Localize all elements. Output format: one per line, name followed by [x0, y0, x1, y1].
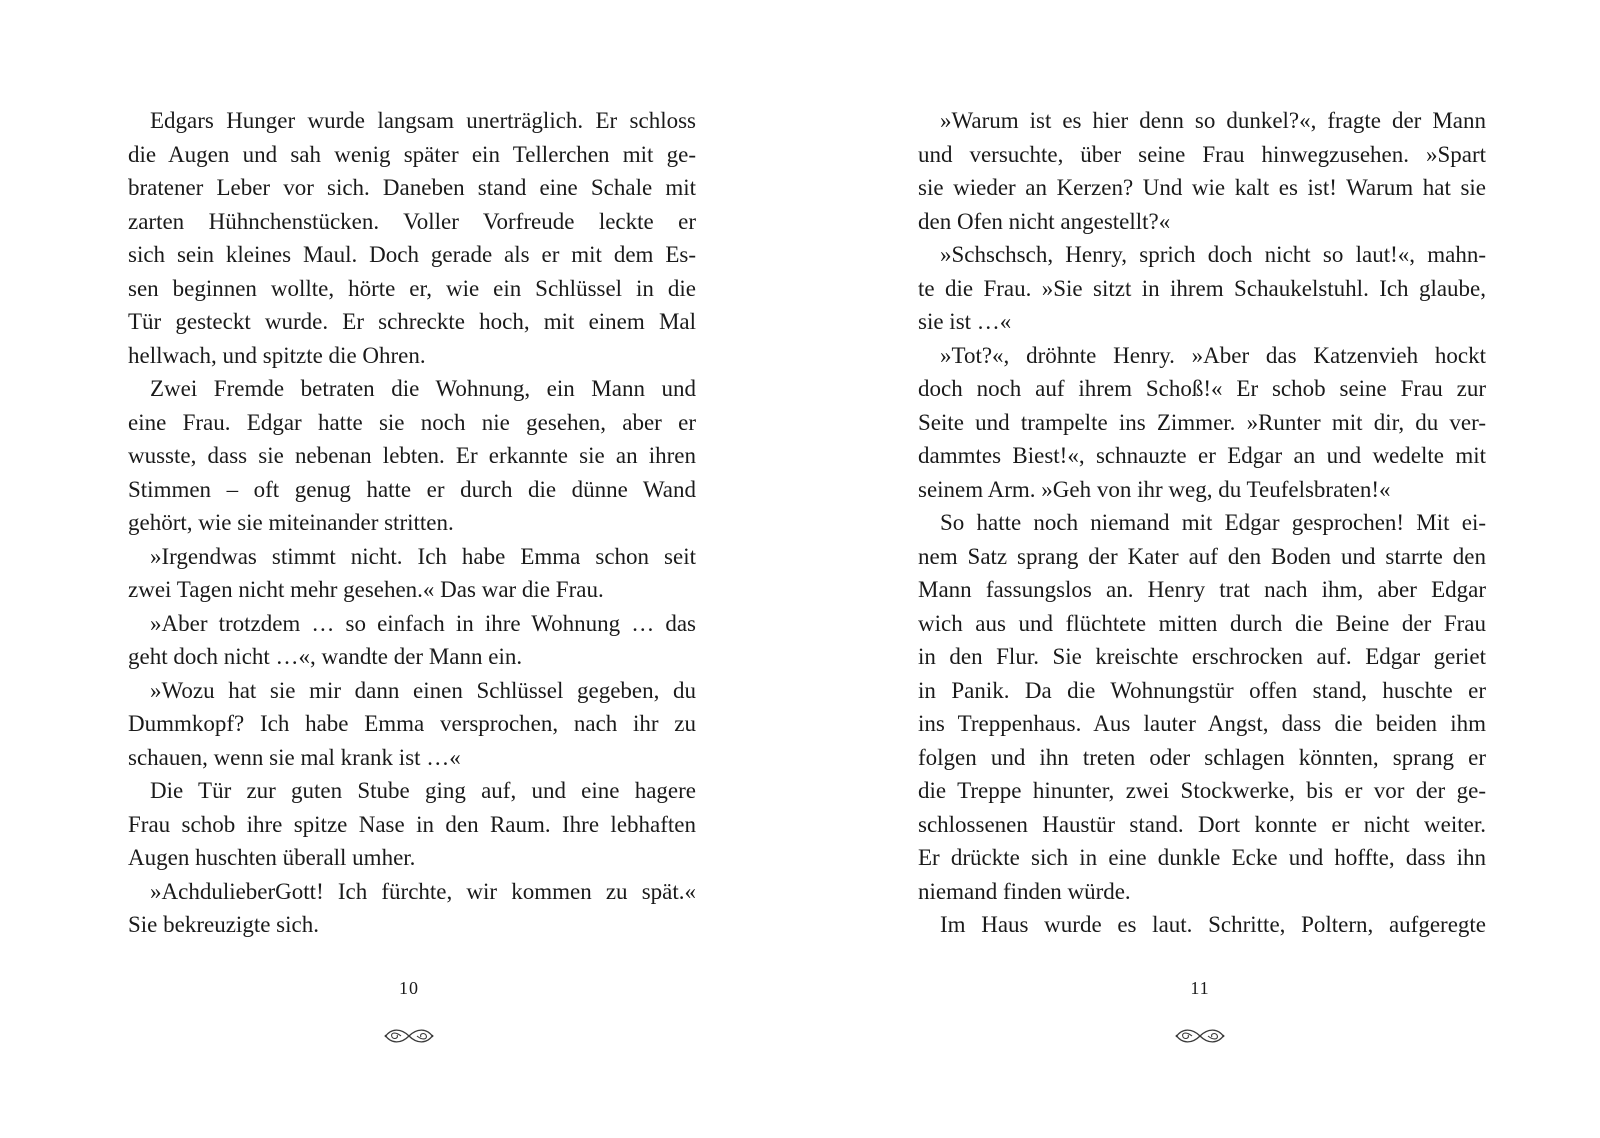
text-line: seinem Arm. »Geh von ihr weg, du Teufelsbraten!« [918, 476, 1391, 502]
text-line: sie ist …« [918, 309, 1012, 334]
text-line: gehört, wie sie miteinander stritten. [128, 510, 454, 535]
text-line: folgen und ihn treten oder schlagen könnten, sprang er [918, 744, 1486, 770]
text-line: sich sein kleines Maul. Doch gerade als er mit dem Es- [128, 242, 696, 267]
text-line: Die Tür zur guten Stube ging auf, und eine hagere [150, 778, 696, 803]
text-line: »Tot?«, dröhnte Henry. »Aber das Katzenvieh hockt [940, 342, 1486, 368]
text-line: Stimmen – oft genug hatte er durch die dünne Wand [128, 476, 696, 502]
text-line: Frau schob ihre spitze Nase in den Raum. Ihre lebhaften [128, 811, 696, 837]
text-line: »Warum ist es hier denn so dunkel?«, fragte der Mann [940, 108, 1486, 133]
text-line: Seite und trampelte ins Zimmer. »Runter mit dir, du ver- [918, 409, 1486, 435]
page-number-right: 11 [1190, 978, 1210, 998]
text-line: nem Satz sprang der Kater auf den Boden und starrte den [918, 543, 1486, 569]
text-line: zarten Hühnchenstücken. Voller Vorfreude leckte er [128, 208, 696, 234]
text-line: eine Frau. Edgar hatte sie noch nie gesehen, aber er [128, 409, 696, 435]
text-line: Dummkopf? Ich habe Emma versprochen, nach ihr zu [128, 711, 696, 736]
text-line: Edgars Hunger wurde langsam unerträglich. Er schloss [150, 108, 696, 133]
left-page-text [128, 104, 696, 942]
text-line: »Aber trotzdem … so einfach in ihre Wohnung … das [150, 610, 696, 636]
text-line: wich aus und flüchtete mitten durch die Beine der Frau [918, 610, 1486, 636]
text-line: te die Frau. »Sie sitzt in ihrem Schaukelstuhl. Ich glaube, [918, 275, 1486, 301]
text-line: Im Haus wurde es laut. Schritte, Poltern, aufgeregte [940, 912, 1486, 937]
text-line: »AchdulieberGott! Ich fürchte, wir kommen zu spät.« [150, 878, 696, 904]
text-line: Zwei Fremde betraten die Wohnung, ein Mann und [150, 376, 696, 401]
text-line: ins Treppenhaus. Aus lauter Angst, dass die beiden ihm [918, 711, 1486, 736]
text-line: »Irgendwas stimmt nicht. Ich habe Emma schon seit [150, 543, 696, 569]
text-line: die Treppe hinunter, zwei Stockwerke, bis er vor der ge- [918, 778, 1486, 803]
text-line: Tür gesteckt wurde. Er schreckte hoch, mit einem Mal [128, 309, 696, 334]
right-page-text [918, 104, 1486, 942]
flourish-ornament-icon [1172, 1024, 1228, 1048]
text-line: schlossenen Haustür stand. Dort konnte er nicht weiter. [918, 811, 1486, 837]
text-line: Sie bekreuzigte sich. [128, 912, 319, 937]
text-line: in den Flur. Sie kreischte erschrocken auf. Edgar geriet [918, 644, 1486, 669]
page-number-left: 10 [399, 978, 419, 998]
text-line: wusste, dass sie nebenan lebten. Er erkannte sie an ihren [128, 443, 696, 468]
text-line: sie wieder an Kerzen? Und wie kalt es ist! Warum hat sie [918, 175, 1486, 200]
text-line: und versuchte, über seine Frau hinwegzusehen. »Spart [918, 141, 1486, 167]
text-line: doch noch auf ihrem Schoß!« Er schob seine Frau zur [918, 376, 1486, 401]
text-line: in Panik. Da die Wohnungstür offen stand, huschte er [918, 677, 1486, 703]
text-line: »Schschsch, Henry, sprich doch nicht so laut!«, mahn- [940, 242, 1486, 267]
text-line: die Augen und sah wenig später ein Tellerchen mit ge- [128, 141, 696, 167]
text-line: Augen huschten überall umher. [128, 845, 416, 870]
text-line: zwei Tagen nicht mehr gesehen.« Das war die Frau. [128, 577, 604, 602]
flourish-ornament-icon [381, 1024, 437, 1048]
text-line: niemand finden würde. [918, 878, 1131, 904]
text-line: Mann fassungslos an. Henry trat nach ihm, aber Edgar [918, 577, 1486, 602]
text-line: dammtes Biest!«, schnauzte er Edgar an und wedelte mit [918, 443, 1486, 468]
text-line: den Ofen nicht angestellt?« [918, 208, 1171, 234]
text-line: So hatte noch niemand mit Edgar gesprochen! Mit ei- [940, 510, 1486, 535]
text-line: schauen, wenn sie mal krank ist …« [128, 744, 461, 770]
text-line: Er drückte sich in eine dunkle Ecke und hoffte, dass ihn [918, 845, 1486, 870]
text-line: geht doch nicht …«, wandte der Mann ein. [128, 644, 523, 669]
text-line: hellwach, und spitzte die Ohren. [128, 342, 426, 368]
text-line: sen beginnen wollte, hörte er, wie ein Schlüssel in die [128, 275, 696, 301]
text-line: »Wozu hat sie mir dann einen Schlüssel gegeben, du [150, 677, 696, 703]
text-line: bratener Leber vor sich. Daneben stand eine Schale mit [128, 175, 696, 200]
